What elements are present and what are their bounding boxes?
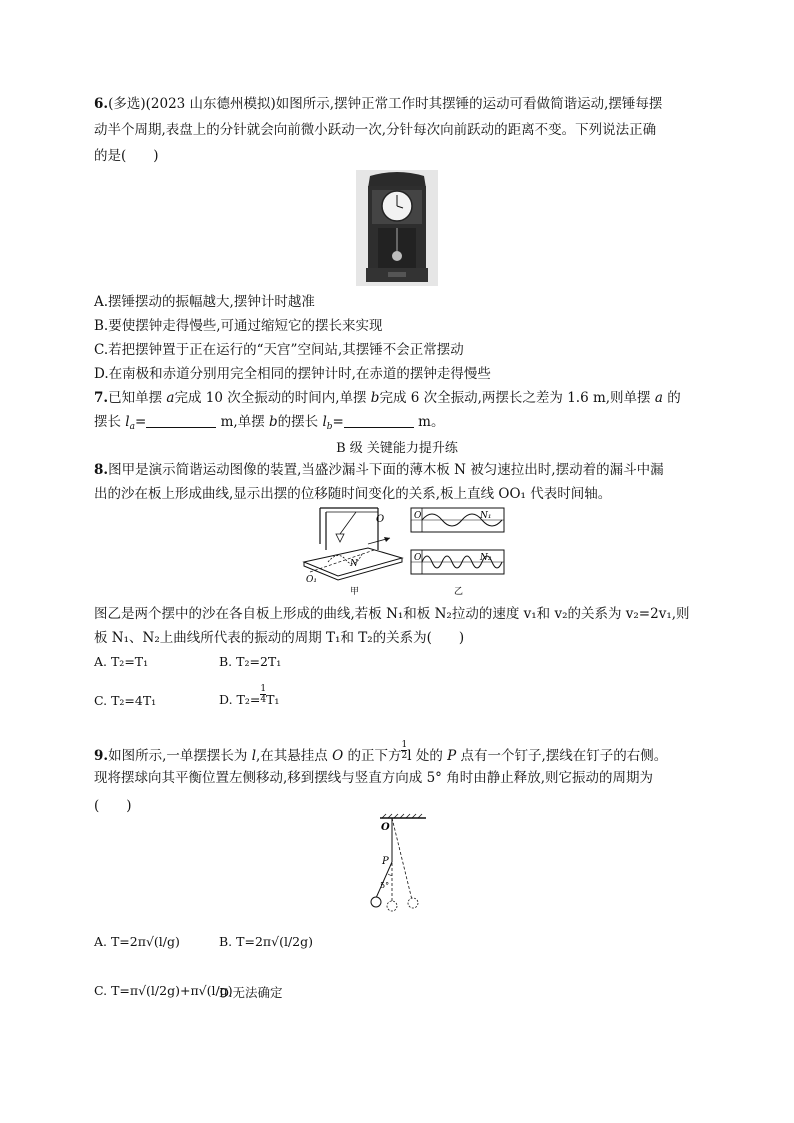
q7-line1: 7.已知单摆 a完成 10 次全振动的时间内,单摆 b完成 6 次全振动,两摆长之差为 1.6 m,则单摆 a 的 <box>94 390 681 406</box>
svg-text:O: O <box>414 511 422 521</box>
q8-option-b: B. T₂=2T₁ <box>219 654 282 669</box>
label-o: O <box>376 514 385 525</box>
q6-option-b: B.要使摆钟走得慢些,可通过缩短它的摆长来实现 <box>94 318 383 334</box>
q9-number: 9. <box>94 748 109 764</box>
label-n2: N₂ <box>480 553 492 563</box>
fraction-one-half: $\frac{1}{2}$ <box>401 740 408 761</box>
answer-blank-a[interactable] <box>146 413 216 428</box>
figure-yi-caption: 乙 <box>454 587 464 596</box>
q8-line1: 8.图甲是演示简谐运动图像的装置,当盛沙漏斗下面的薄木板 N 被匀速拉出时,摆动着的漏斗中漏 <box>94 462 664 478</box>
q6-line3: 的是( ) <box>94 148 159 164</box>
angle-label: 5° <box>380 881 390 890</box>
q7-number: 7. <box>94 390 109 406</box>
label-p-fig: P <box>382 856 389 867</box>
q9-option-c: C. T=π√(l/2g)+π√(l/g) <box>94 983 233 998</box>
figure-yi-curves <box>408 504 508 596</box>
q6-option-a: A.摆锤摆动的振幅越大,摆钟计时越准 <box>94 294 315 310</box>
pendulum-clock-image <box>356 170 438 286</box>
q6-line1: 6.(多选)(2023 山东德州模拟)如图所示,摆钟正常工作时其摆锤的运动可看做简谐运动,摆锤每摆 <box>94 96 663 112</box>
section-b-heading: B 级 关键能力提升练 <box>336 441 458 456</box>
pendulum-nail-diagram <box>364 812 430 916</box>
q8-line2: 出的沙在板上形成曲线,显示出摆的位移随时间变化的关系,板上直线 OO₁ 代表时间轴。 <box>94 486 612 502</box>
figure-jia-apparatus <box>298 504 408 596</box>
q9-option-d: D.无法确定 <box>219 985 283 1000</box>
q8-option-a: A. T₂=T₁ <box>94 654 149 669</box>
q8-number: 8. <box>94 462 109 478</box>
svg-text:O: O <box>414 553 422 563</box>
figure-jia-caption: 甲 <box>350 587 360 596</box>
label-n1: N₁ <box>480 511 492 521</box>
q6-option-c: C.若把摆钟置于正在运行的“天宫”空间站,其摆锤不会正常摆动 <box>94 342 464 358</box>
q6-number: 6. <box>94 96 109 112</box>
fraction-one-quarter: $\frac{1}{4}$ <box>260 684 267 705</box>
q6-option-d: D.在南极和赤道分别用完全相同的摆钟计时,在赤道的摆钟走得慢些 <box>94 366 491 382</box>
q8-option-c: C. T₂=4T₁ <box>94 693 157 708</box>
label-n: N <box>350 559 358 569</box>
label-o-fig: O <box>381 822 390 833</box>
q8-line3: 图乙是两个摆中的沙在各自板上形成的曲线,若板 N₁和板 N₂拉动的速度 v₁和 v₂的关系为 v₂=2v₁,则 <box>94 606 690 622</box>
q9-line2: 现将摆球向其平衡位置左侧移动,移到摆线与竖直方向成 5° 角时由静止释放,则它振动的周期为 <box>94 770 654 786</box>
q6-line2: 动半个周期,表盘上的分针就会向前微小跃动一次,分针每次向前跃动的距离不变。下列说法正确 <box>94 122 657 138</box>
q9-line1: 9.如图所示,一单摆摆长为 l,在其悬挂点 O 的正下方$\frac{1}{2}$ l 处的 P 点有一个钉子,摆线在钉子的右侧。 <box>94 740 668 764</box>
answer-blank-b[interactable] <box>344 413 414 428</box>
q9-option-a: A. T=2π√(l/g) <box>94 934 180 949</box>
q8-option-d: D. $T_2=\frac{1}{4}$ T₁ <box>219 684 280 707</box>
q8-line4: 板 N₁、N₂上曲线所代表的振动的周期 T₁和 T₂的关系为( ) <box>94 630 465 646</box>
q7-line2: 摆长 $l_a= m$,单摆 b的摆长 $l_b= m$。 <box>94 414 445 432</box>
q9-line3: ( ) <box>94 798 132 814</box>
q9-option-b: B. T=2π√(l/2g) <box>219 934 313 949</box>
label-o1: O₁ <box>306 575 317 585</box>
